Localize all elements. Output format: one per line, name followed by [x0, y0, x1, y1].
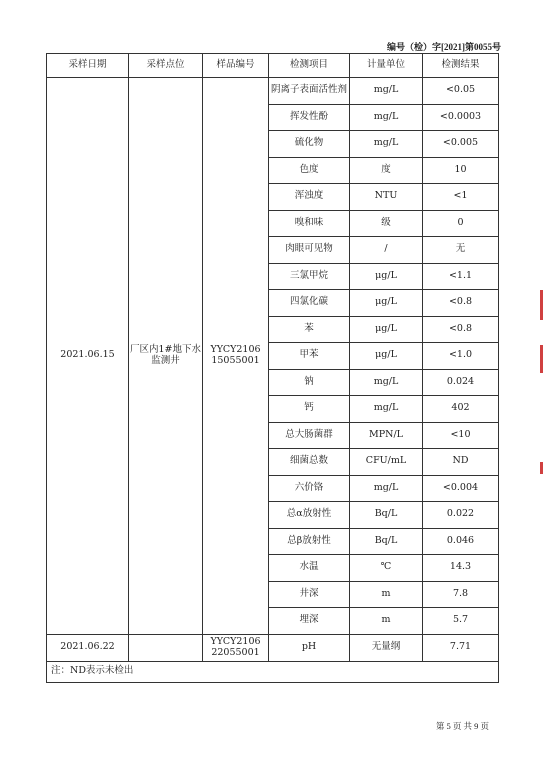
cell-unit: mg/L: [350, 396, 423, 423]
cell-test-item: 四氯化碳: [269, 290, 350, 317]
cell-unit: mg/L: [350, 475, 423, 502]
cell-unit: MPN/L: [350, 422, 423, 449]
test-results-table: [46, 53, 499, 683]
cell-result: <0.0003: [423, 104, 499, 131]
cell-unit: m: [350, 581, 423, 608]
cell-result: <0.8: [423, 316, 499, 343]
cell-unit: CFU/mL: [350, 449, 423, 476]
cell-result: 无: [423, 237, 499, 264]
cell-unit: 无量纲: [350, 634, 423, 661]
cell-sampling-point-continued: [129, 634, 203, 661]
cell-result: 10: [423, 157, 499, 184]
cell-test-item: 苯: [269, 316, 350, 343]
cell-result: <0.8: [423, 290, 499, 317]
cell-unit: 级: [350, 210, 423, 237]
cell-test-item: 水温: [269, 555, 350, 582]
cell-sampling-point: 厂区内1#地下水监测井: [129, 78, 203, 635]
cell-test-item: 钙: [269, 396, 350, 423]
cell-unit: mg/L: [350, 369, 423, 396]
cell-result: <1: [423, 184, 499, 211]
cell-unit: 度: [350, 157, 423, 184]
cell-test-item: 浑浊度: [269, 184, 350, 211]
cell-unit: ℃: [350, 555, 423, 582]
cell-test-item: 总α放射性: [269, 502, 350, 529]
cell-unit: m: [350, 608, 423, 635]
cell-test-item: pH: [269, 634, 350, 661]
cell-test-item: 细菌总数: [269, 449, 350, 476]
header-result: 检测结果: [423, 54, 499, 78]
cell-unit: NTU: [350, 184, 423, 211]
cell-result: 0.022: [423, 502, 499, 529]
table-header-row: [47, 54, 499, 78]
table-note: 注：ND表示未检出: [47, 661, 499, 682]
table-body: [47, 78, 499, 683]
cell-test-item: 埋深: [269, 608, 350, 635]
cell-test-item: 肉眼可见物: [269, 237, 350, 264]
cell-sampling-date: 2021.06.22: [47, 634, 129, 661]
cell-result: 14.3: [423, 555, 499, 582]
cell-test-item: 嗅和味: [269, 210, 350, 237]
cell-test-item: 甲苯: [269, 343, 350, 370]
page-footer: 第 5 页 共 9 页: [435, 721, 489, 731]
note-row: [47, 661, 499, 682]
cell-result: 0: [423, 210, 499, 237]
cell-test-item: 钠: [269, 369, 350, 396]
cell-unit: mg/L: [350, 104, 423, 131]
cell-result: 0.024: [423, 369, 499, 396]
cell-sample-id: YYCY2106 22055001: [203, 634, 269, 661]
cell-unit: μg/L: [350, 343, 423, 370]
cell-test-item: 三氯甲烷: [269, 263, 350, 290]
cell-test-item: 阴离子表面活性剂: [269, 78, 350, 105]
cell-result: <0.05: [423, 78, 499, 105]
cell-test-item: 井深: [269, 581, 350, 608]
cell-unit: Bq/L: [350, 502, 423, 529]
cell-unit: Bq/L: [350, 528, 423, 555]
document-number: 编号（检）字[2021]第0055号: [387, 42, 501, 52]
cell-result: ND: [423, 449, 499, 476]
table-row: [47, 634, 499, 661]
cell-test-item: 六价铬: [269, 475, 350, 502]
cell-result: <1.0: [423, 343, 499, 370]
cell-result: 5.7: [423, 608, 499, 635]
cell-test-item: 硫化物: [269, 131, 350, 158]
cell-unit: /: [350, 237, 423, 264]
cell-result: 0.046: [423, 528, 499, 555]
cell-unit: mg/L: [350, 78, 423, 105]
cell-result: <0.005: [423, 131, 499, 158]
cell-unit: μg/L: [350, 263, 423, 290]
cell-unit: μg/L: [350, 290, 423, 317]
cell-result: 7.71: [423, 634, 499, 661]
cell-result: <0.004: [423, 475, 499, 502]
header-sampling-point: 采样点位: [129, 54, 203, 78]
header-sample-id: 样品编号: [203, 54, 269, 78]
cell-sampling-date: 2021.06.15: [47, 78, 129, 635]
cell-test-item: 总β放射性: [269, 528, 350, 555]
cell-unit: mg/L: [350, 131, 423, 158]
header-test-item: 检测项目: [269, 54, 350, 78]
cell-result: 7.8: [423, 581, 499, 608]
cell-result: 402: [423, 396, 499, 423]
cell-unit: μg/L: [350, 316, 423, 343]
cell-test-item: 挥发性酚: [269, 104, 350, 131]
cell-result: <10: [423, 422, 499, 449]
cell-test-item: 色度: [269, 157, 350, 184]
cell-sample-id: YYCY2106 15055001: [203, 78, 269, 635]
table-row: [47, 78, 499, 105]
header-unit: 计量单位: [350, 54, 423, 78]
header-sampling-date: 采样日期: [47, 54, 129, 78]
cell-test-item: 总大肠菌群: [269, 422, 350, 449]
cell-result: <1.1: [423, 263, 499, 290]
